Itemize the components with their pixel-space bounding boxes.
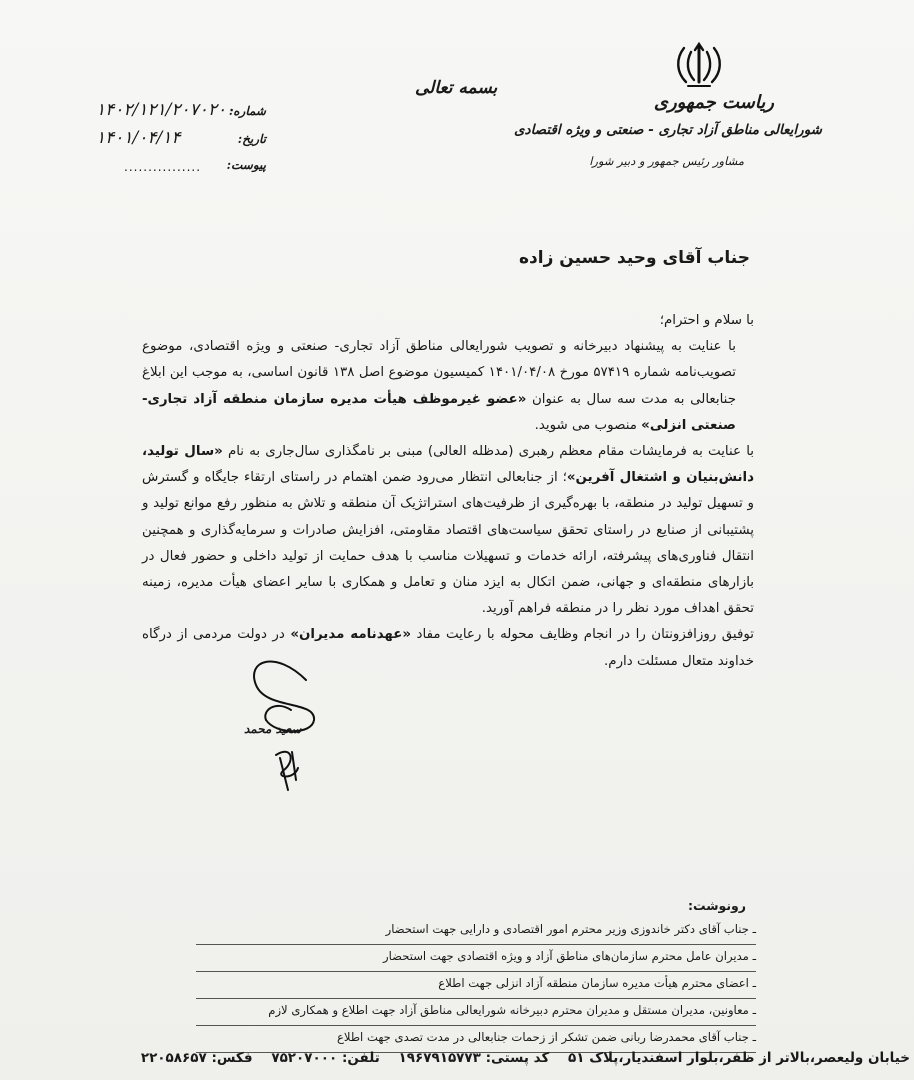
date-field — [96, 128, 266, 152]
header-organization: شورایعالی مناطق آزاد تجاری - صنعتی و ویژه اقتصادی — [513, 122, 822, 138]
cc-item: ـ مدیران عامل محترم سازمان‌های مناطق آزاد و ویژه اقتصادی جهت استحضار — [196, 945, 756, 972]
number-field — [96, 100, 266, 124]
letter-body — [142, 308, 754, 675]
signature-icon — [236, 640, 326, 800]
date-label: تاریخ: — [237, 132, 266, 146]
attachment-label: پیوست: — [226, 158, 266, 172]
footer-phone: تلفن: ۷۵۲۰۷۰۰۰ — [271, 1050, 380, 1066]
paragraph-closing: توفیق روزافزونتان را در انجام وظایف محوله با رعایت مفاد «عهدنامه مدیران» در دولت مردمی از درگاه خداوند متعال مسئلت دارم. — [142, 627, 754, 669]
recipient: جناب آقای وحید حسین زاده — [519, 248, 750, 268]
basmala: بسمه تعالی — [415, 78, 498, 98]
paragraph-expectations: با عنایت به فرمایشات مقام معظم رهبری (مدظله العالی) مبنی بر نامگذاری سال‌جاری به نام «سال تولید، دانش‌بنیان و اشتغال آفرین»؛ از جنابعالی انتظار می‌رود ضمن اهتمام در راستای ارتقاء جایگاه و گسترش و تسهیل تولید در منطقه، با بهره‌گیری از ظرفیت‌های استراتژیک آن منطقه و تلاش به منظور رفع موانع تولید و پشتیبانی از صنایع در راستای تحقق سیاست‌های اقتصاد مقاومتی، افزایش صادرات و سرمایه‌گذاری و همچنین انتقال فناوری‌های پیشرفته، ارائه خدمات و تسهیلات مناسب با هدف حمایت از تولید داخلی و حضور فعال در بازارهای منطقه‌ای و جهانی، ضمن اتکال به ایزد منان و تعامل و همکاری با سایر اعضای هیأت مدیره، زمینه تحقق اهداف مورد نظر را در منطقه فراهم آورید. — [142, 444, 755, 617]
header-title: ریاست جمهوری — [653, 92, 774, 113]
footer-postal-code: کد پستی: ۱۹۶۷۹۱۵۷۷۳ — [398, 1050, 550, 1066]
number-value: ۱۴۰۲/۱۲۱/۲۰۷۰۲۰۰ — [96, 100, 236, 120]
number-label: شماره: — [228, 104, 266, 118]
cc-item: ـ جناب آقای دکتر خاندوزی وزیر محترم امور اقتصادی و دارایی جهت استحضار — [196, 918, 756, 945]
iran-emblem-icon — [674, 42, 724, 90]
attachment-field — [96, 158, 266, 178]
cc-item: ـ معاونین، مدیران مستقل و مدیران محترم دبیرخانه شورایعالی مناطق آزاد جهت اطلاع و همکاری لازم — [196, 999, 756, 1026]
cc-heading: رونوشت: — [687, 898, 746, 913]
signatory-name: سعید محمد — [244, 722, 302, 736]
date-value: ۱۴۰۱/۰۴/۱۴ — [96, 128, 181, 148]
footer-address: خیابان ولیعصر،بالاتر از ظفر،بلوار اسفندیار،پلاک ۵۱ — [568, 1050, 910, 1066]
footer-contact — [120, 1050, 910, 1066]
managers-covenant: «عهدنامه مدیران» — [290, 627, 412, 643]
appointment-title: «عضو غیرموظف هیأت مدیره سازمان منطقه آزاد تجاری- صنعتی انزلی» — [142, 391, 736, 433]
cc-list — [196, 918, 756, 1053]
attachment-value: ................ — [124, 160, 202, 174]
cc-item: ـ جناب آقای محمدرضا ربانی ضمن تشکر از زحمات جنابعالی در مدت تصدی جهت اطلاع — [196, 1026, 756, 1053]
greeting: با سلام و احترام؛ — [659, 313, 754, 328]
cc-item: ـ اعضای محترم هیأت مدیره سازمان منطقه آزاد انزلی جهت اطلاع — [196, 972, 756, 999]
year-slogan: «سال تولید، دانش‌بنیان و اشتغال آفرین» — [142, 444, 754, 486]
header-subtitle: مشاور رئیس جمهور و دبیر شورا — [589, 154, 744, 168]
paragraph-appointment: با عنایت به پیشنهاد دبیرخانه و تصویب شورایعالی مناطق آزاد تجاری- صنعتی و ویژه اقتصادی، موضوع تصویب‌نامه شماره ۵۷۴۱۹ مورخ ۱۴۰۱/۰۴/۰۸ کمیسیون موضوع اصل ۱۳۸ قانون اساسی، به موجب این ابلاغ جنابعالی به مدت سه سال به عنوان «عضو غیرموظف هیأت مدیره سازمان منطقه آزاد تجاری- صنعتی انزلی» منصوب می شوید. — [142, 339, 736, 433]
footer-fax: فکس: ۲۲۰۵۸۶۵۷ — [140, 1050, 253, 1066]
